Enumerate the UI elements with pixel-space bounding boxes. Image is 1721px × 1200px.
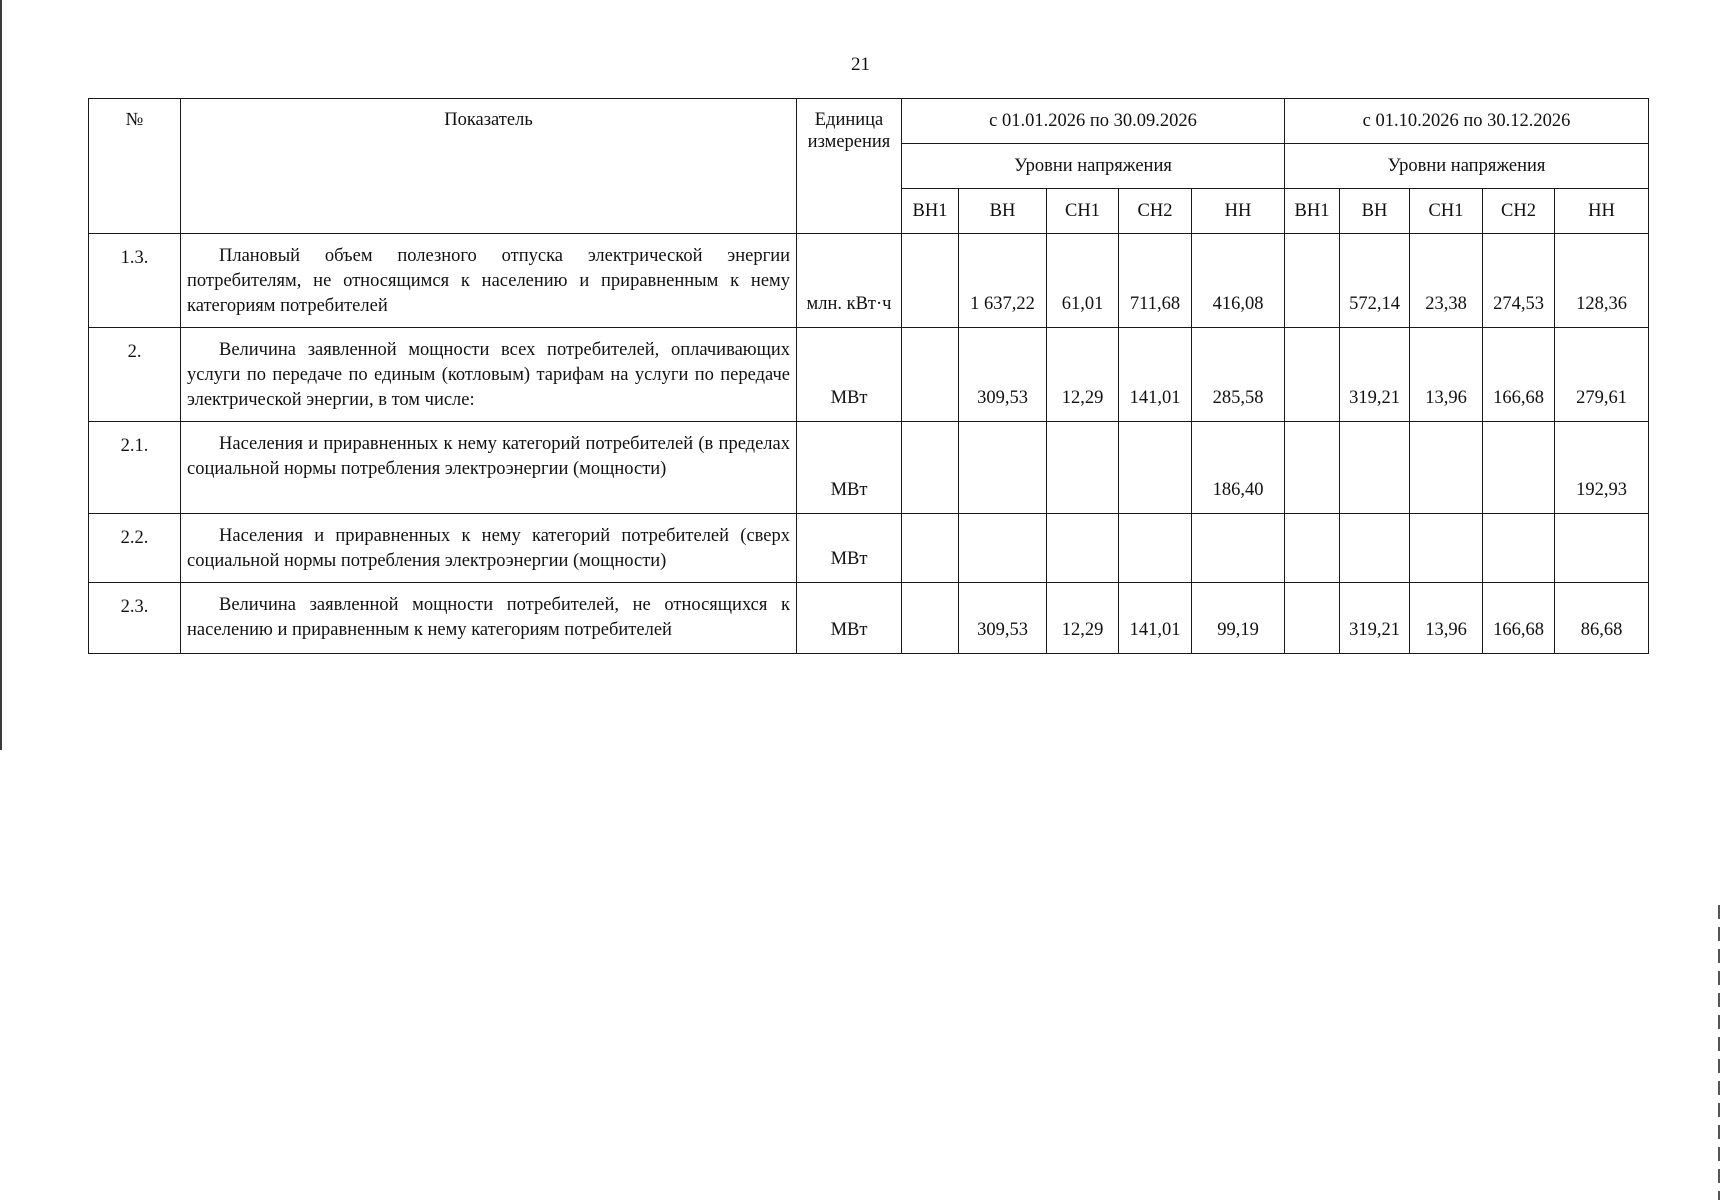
header-number: № [89, 99, 181, 234]
value-cell [1285, 583, 1340, 654]
row-indicator-text: Плановый объем полезного отпуска электрической энергии потребителям, не относящимся к населению и приравненным к нему категориям потребителей [187, 246, 790, 316]
row-unit: МВт [797, 422, 902, 514]
value-cell [902, 328, 959, 422]
value-cell [902, 583, 959, 654]
value-cell [1047, 514, 1119, 583]
row-number: 2.3. [89, 583, 181, 654]
header-period-1: с 01.01.2026 по 30.09.2026 [902, 99, 1285, 144]
table-row [89, 234, 1649, 328]
header-period-2: с 01.10.2026 по 30.12.2026 [1285, 99, 1649, 144]
value-cell [902, 514, 959, 583]
value-cell [959, 514, 1047, 583]
value-cell: 309,53 [959, 328, 1047, 422]
value-cell [1340, 422, 1410, 514]
tariff-table [88, 98, 1649, 654]
scan-border-right [1718, 905, 1720, 1200]
row-indicator [181, 514, 797, 583]
header-indicator: Показатель [181, 99, 797, 234]
header-level-nn: НН [1192, 189, 1285, 234]
value-cell: 186,40 [1192, 422, 1285, 514]
row-indicator [181, 328, 797, 422]
row-unit: МВт [797, 583, 902, 654]
row-number: 2.2. [89, 514, 181, 583]
table-row [89, 422, 1649, 514]
value-cell [1119, 422, 1192, 514]
value-cell: 711,68 [1119, 234, 1192, 328]
row-unit: МВт [797, 328, 902, 422]
value-cell [1483, 514, 1555, 583]
value-cell [1119, 514, 1192, 583]
row-indicator [181, 234, 797, 328]
row-indicator [181, 422, 797, 514]
header-level-vn: ВН [1340, 189, 1410, 234]
row-indicator-text: Населения и приравненных к нему категорий потребителей (в пределах социальной нормы потребления электроэнергии (мощности) [187, 434, 790, 479]
value-cell: 13,96 [1410, 328, 1483, 422]
value-cell: 141,01 [1119, 328, 1192, 422]
row-unit: МВт [797, 514, 902, 583]
header-row-periods [89, 99, 1649, 144]
value-cell: 1 637,22 [959, 234, 1047, 328]
value-cell: 12,29 [1047, 583, 1119, 654]
value-cell [1285, 234, 1340, 328]
header-level-sn1: СН1 [1410, 189, 1483, 234]
header-voltage-levels-1: Уровни напряжения [902, 144, 1285, 189]
row-indicator-text: Величина заявленной мощности всех потребителей, оплачивающих услуги по передаче по единым (котловым) тарифам на услуги по передаче электрической энергии, в том числе: [187, 340, 790, 410]
value-cell: 61,01 [1047, 234, 1119, 328]
header-level-vn1: ВН1 [902, 189, 959, 234]
header-level-sn1: СН1 [1047, 189, 1119, 234]
value-cell [1285, 328, 1340, 422]
value-cell: 416,08 [1192, 234, 1285, 328]
value-cell [1285, 514, 1340, 583]
value-cell: 128,36 [1555, 234, 1649, 328]
row-number: 2. [89, 328, 181, 422]
row-number: 1.3. [89, 234, 181, 328]
value-cell [1410, 422, 1483, 514]
value-cell [1410, 514, 1483, 583]
value-cell [1555, 514, 1649, 583]
value-cell [959, 422, 1047, 514]
value-cell: 572,14 [1340, 234, 1410, 328]
value-cell: 285,58 [1192, 328, 1285, 422]
value-cell: 141,01 [1119, 583, 1192, 654]
value-cell: 13,96 [1410, 583, 1483, 654]
value-cell [902, 234, 959, 328]
header-voltage-levels-2: Уровни напряжения [1285, 144, 1649, 189]
header-level-nn: НН [1555, 189, 1649, 234]
value-cell: 192,93 [1555, 422, 1649, 514]
value-cell [1192, 514, 1285, 583]
row-indicator-text: Населения и приравненных к нему категорий потребителей (сверх социальной нормы потребления электроэнергии (мощности) [187, 526, 790, 571]
table-row [89, 328, 1649, 422]
row-indicator [181, 583, 797, 654]
row-unit: млн. кВт·ч [797, 234, 902, 328]
table-row [89, 583, 1649, 654]
value-cell [902, 422, 959, 514]
value-cell [1285, 422, 1340, 514]
row-indicator-text: Величина заявленной мощности потребителей, не относящихся к населению и приравненным к нему категориям потребителей [187, 595, 790, 640]
value-cell [1483, 422, 1555, 514]
header-level-sn2: СН2 [1119, 189, 1192, 234]
value-cell: 279,61 [1555, 328, 1649, 422]
value-cell: 23,38 [1410, 234, 1483, 328]
value-cell: 319,21 [1340, 583, 1410, 654]
value-cell: 166,68 [1483, 583, 1555, 654]
value-cell: 319,21 [1340, 328, 1410, 422]
header-level-vn: ВН [959, 189, 1047, 234]
value-cell: 309,53 [959, 583, 1047, 654]
value-cell: 166,68 [1483, 328, 1555, 422]
table-row [89, 514, 1649, 583]
header-level-sn2: СН2 [1483, 189, 1555, 234]
header-level-vn1: ВН1 [1285, 189, 1340, 234]
value-cell [1047, 422, 1119, 514]
value-cell: 86,68 [1555, 583, 1649, 654]
value-cell: 99,19 [1192, 583, 1285, 654]
row-number: 2.1. [89, 422, 181, 514]
page-number: 21 [851, 54, 870, 75]
value-cell [1340, 514, 1410, 583]
value-cell: 12,29 [1047, 328, 1119, 422]
header-unit: Единица измерения [797, 99, 902, 234]
value-cell: 274,53 [1483, 234, 1555, 328]
scan-border-left [0, 0, 2, 750]
